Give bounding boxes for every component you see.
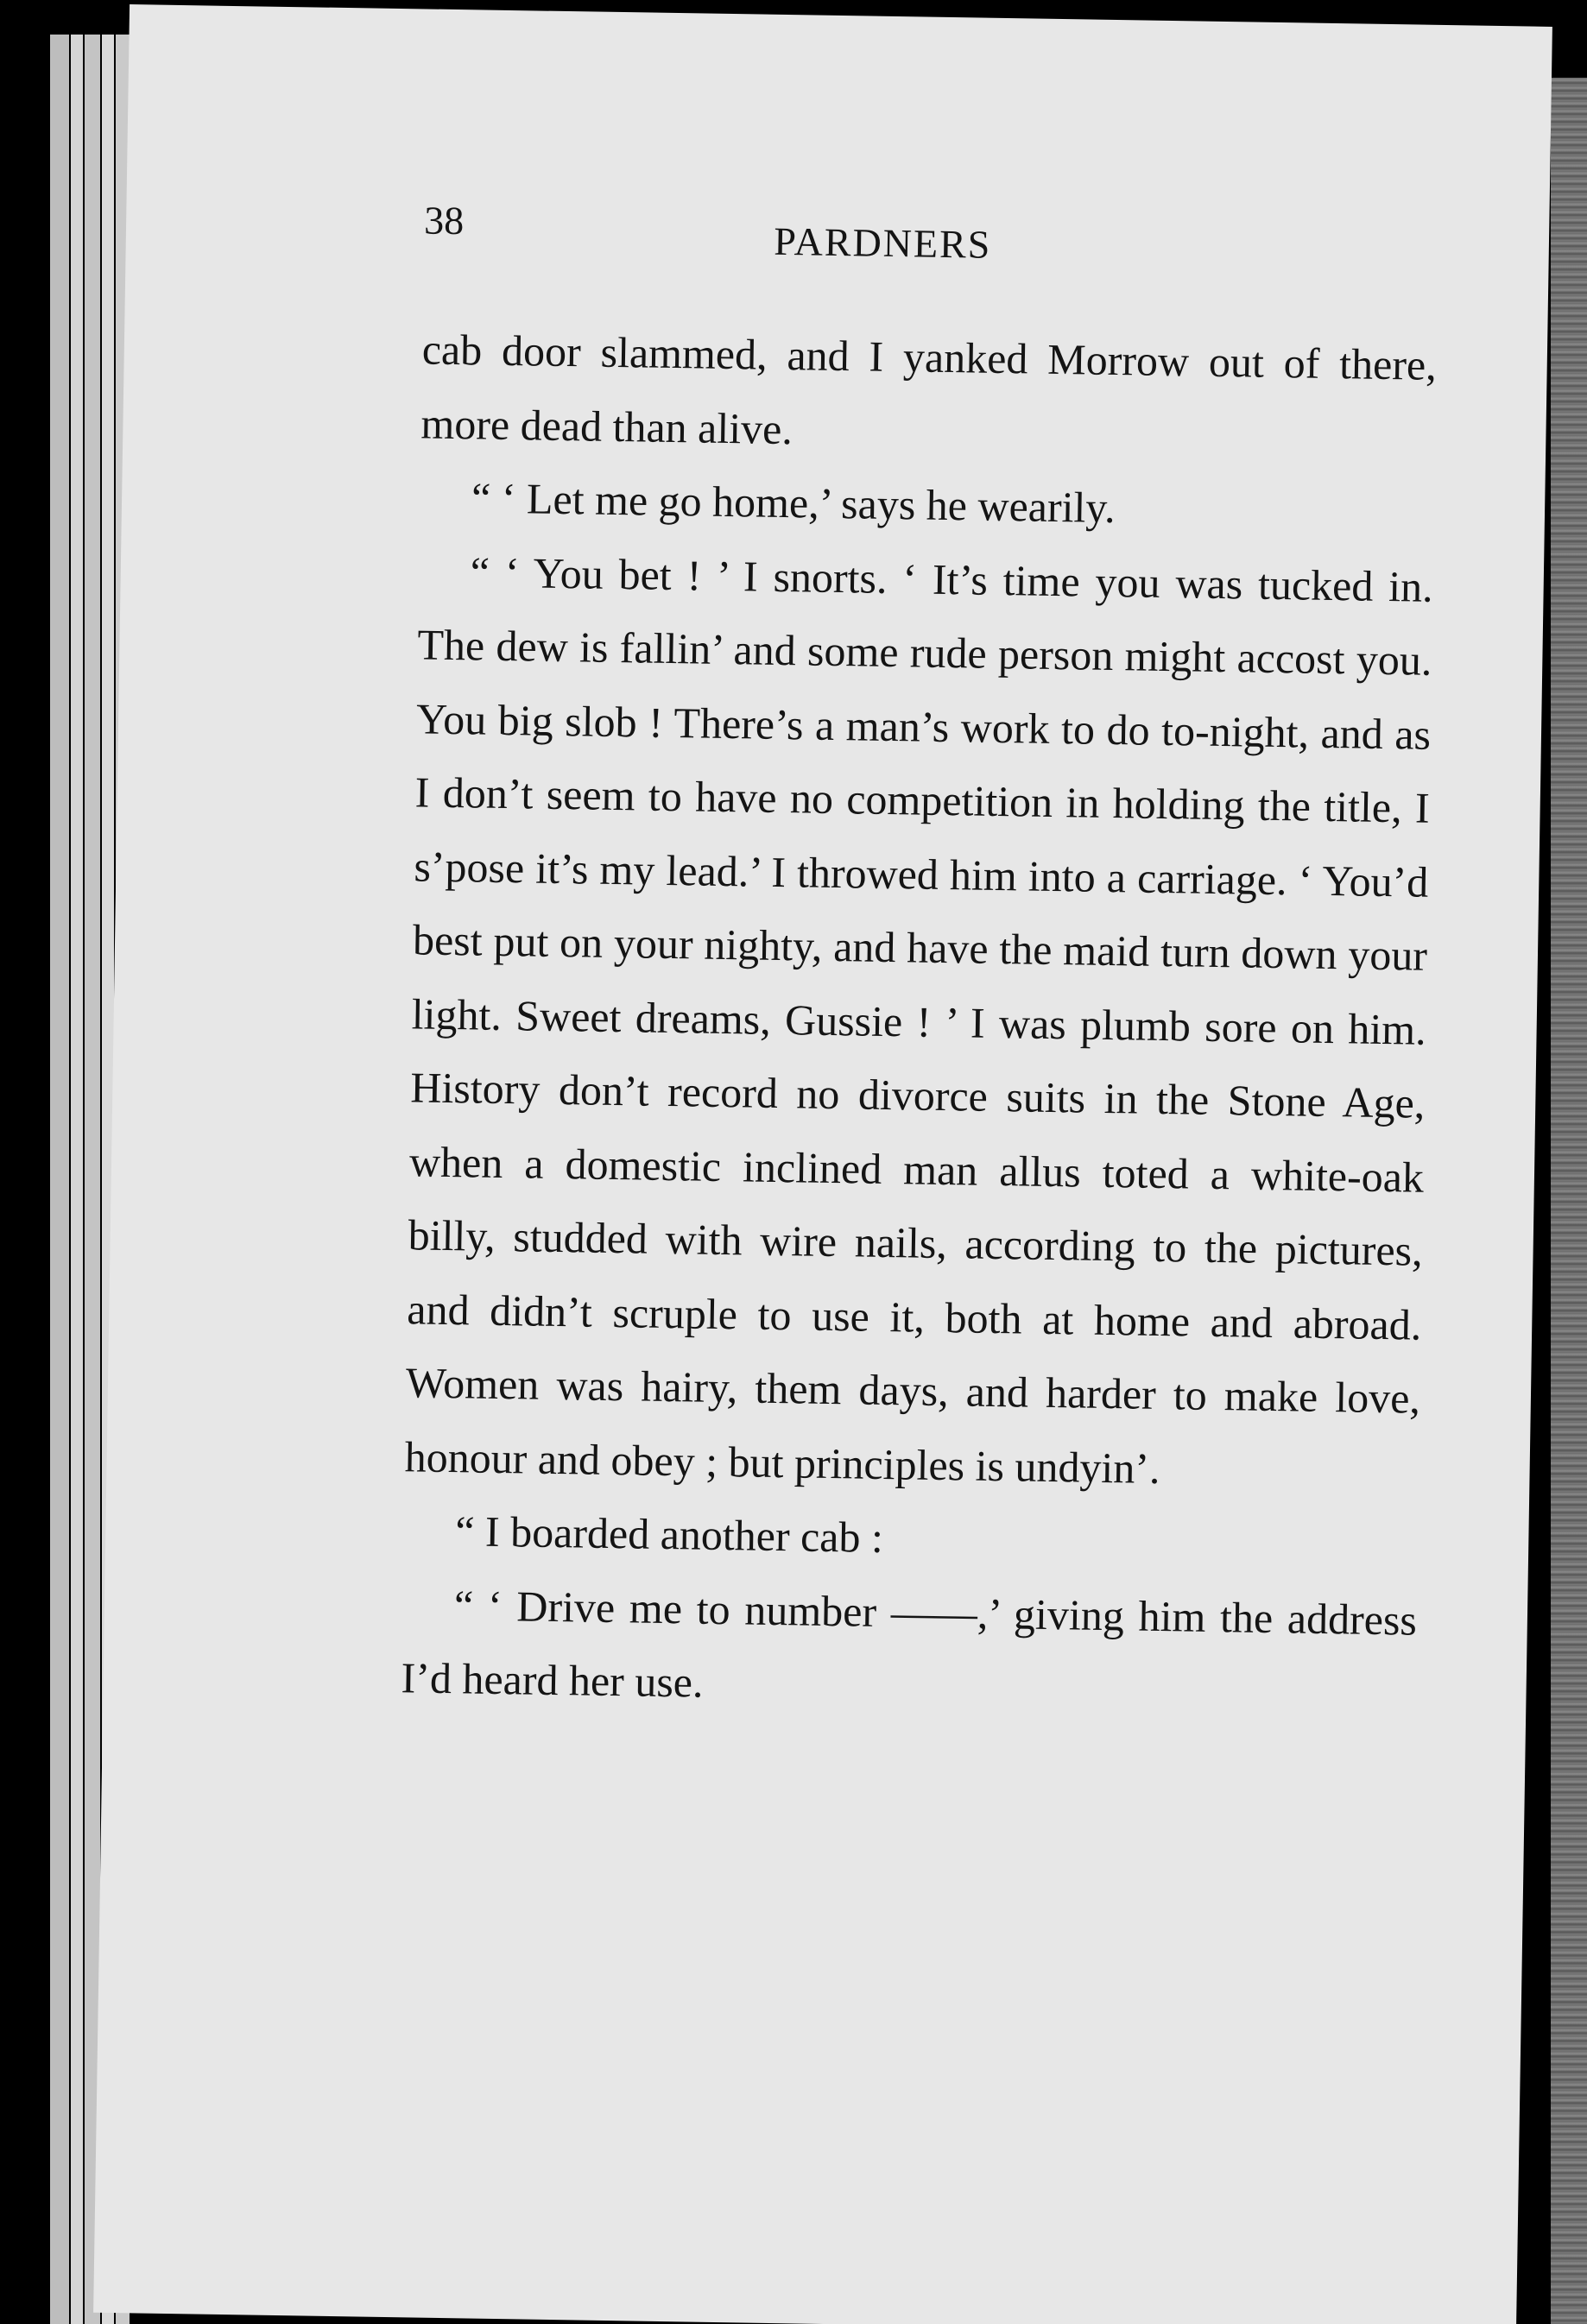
body-text bbox=[401, 313, 1437, 1731]
page-edge bbox=[50, 35, 69, 2324]
paragraph: “ ‘ Drive me to number ——,’ giving him the address I’d heard her use. bbox=[401, 1580, 1418, 1707]
page-edge bbox=[71, 35, 83, 2324]
paragraph: “ I boarded another cab : bbox=[454, 1506, 884, 1562]
paragraph: cab door slammed, and I yanked Morrow out of there, more dead than alive. bbox=[420, 325, 1438, 453]
page-number: 38 bbox=[423, 198, 465, 243]
book-binding bbox=[1551, 78, 1587, 2324]
page-header bbox=[423, 197, 1290, 280]
page-sheet bbox=[93, 4, 1552, 2324]
paragraph: “ ‘ You bet ! ’ I snorts. ‘ It’s time you was tucked in. The dew is fallin’ and some rude person might accost you. You big slob ! There’s a man’s work to do to-night, and as I don’t seem to have no competition in holding the title, I s’pose it’s my lead.’ I throwed him into a carriage. ‘ You’d best put on your nighty, and have the maid turn down your light. Sweet dreams, Gussie ! ’ I was plumb sore on him. History don’t record no divorce suits in the Stone Age, when a domestic inclined man allus toted a white-oak billy, studded with wire nails, according to the pictures, and didn’t scruple to use it, both at home and abroad. Women was hairy, them days, and harder to make love, honour and obey ; but principles is undyin’. bbox=[404, 546, 1434, 1493]
running-head: PARDNERS bbox=[773, 218, 992, 267]
paragraph: “ ‘ Let me go home,’ says he wearily. bbox=[471, 473, 1116, 533]
